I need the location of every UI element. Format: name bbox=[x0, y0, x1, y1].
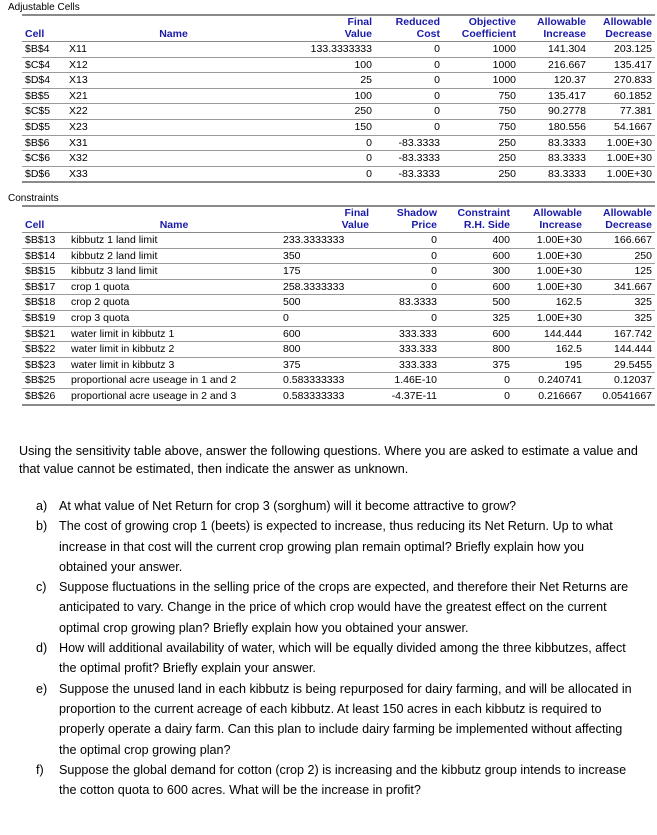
allowable-increase: 141.304 bbox=[519, 42, 589, 58]
question-item bbox=[36, 638, 633, 679]
final-value: 100 bbox=[281, 57, 375, 73]
allowable-decrease: 60.1852 bbox=[589, 88, 655, 104]
allowable-increase: 162.5 bbox=[513, 342, 585, 358]
table-row bbox=[22, 279, 655, 295]
final-value: 100 bbox=[281, 88, 375, 104]
header-final-value-line1: Final bbox=[344, 207, 369, 219]
header-final-value-line2: Value bbox=[280, 219, 372, 233]
constraint-rhs: 0 bbox=[504, 389, 510, 402]
shadow-price: 333.333 bbox=[372, 342, 440, 358]
question-text: Suppose fluctuations in the selling price of the crops are expected, and therefore their Net Returns are anticipated to vary. Change in the price of which crop would have the greatest effect on the current optimal crop growing plan? Briefly explain how you obtained your answer. bbox=[59, 580, 629, 635]
question-list bbox=[0, 496, 657, 800]
allowable-increase: 0.240741 bbox=[513, 373, 585, 389]
table-row bbox=[22, 151, 655, 167]
cell-reference: $B$5 bbox=[22, 88, 66, 104]
header-name: Name bbox=[68, 219, 280, 233]
final-value: 600 bbox=[280, 326, 372, 342]
allowable-increase: 1.00E+30 bbox=[513, 264, 585, 280]
allowable-decrease: 1.00E+30 bbox=[589, 151, 655, 167]
reduced-cost: -83.3333 bbox=[375, 135, 443, 151]
question-text: At what value of Net Return for crop 3 (sorghum) will it become attractive to grow? bbox=[59, 499, 517, 513]
final-value: 0.583333333 bbox=[280, 373, 372, 389]
constraint-name: crop 3 quota bbox=[68, 310, 280, 326]
cell-reference: $B$26 bbox=[25, 389, 56, 402]
header-shadow-price-line1: Shadow bbox=[396, 207, 437, 219]
variable-name: X31 bbox=[66, 135, 281, 151]
cell-reference: $B$22 bbox=[22, 342, 68, 358]
question-marker: b) bbox=[36, 519, 48, 534]
constraint-name: proportional acre useage in 2 and 3 bbox=[71, 389, 237, 402]
allowable-increase: 83.3333 bbox=[519, 135, 589, 151]
constraint-name: water limit in kibbutz 1 bbox=[68, 326, 280, 342]
allowable-increase: 1.00E+30 bbox=[513, 310, 585, 326]
reduced-cost: 0 bbox=[375, 119, 443, 135]
header-rhs-line2: R.H. Side bbox=[440, 219, 513, 233]
objective-coefficient: 1000 bbox=[443, 42, 519, 58]
table-row bbox=[22, 310, 655, 326]
constraint-name: kibbutz 2 land limit bbox=[68, 248, 280, 264]
table-row bbox=[22, 119, 655, 135]
allowable-increase: 135.417 bbox=[519, 88, 589, 104]
header-cell: Cell bbox=[22, 28, 66, 42]
constraints-table-header bbox=[22, 206, 655, 233]
constraint-rhs: 800 bbox=[440, 342, 513, 358]
shadow-price: 1.46E-10 bbox=[372, 373, 440, 389]
final-value: 0 bbox=[281, 135, 375, 151]
reduced-cost: -83.3333 bbox=[375, 151, 443, 167]
constraint-name: water limit in kibbutz 3 bbox=[68, 357, 280, 373]
table-row bbox=[22, 357, 655, 373]
objective-coefficient: 750 bbox=[443, 104, 519, 120]
header-shadow-price-line2: Price bbox=[372, 219, 440, 233]
allowable-decrease: 0.0541667 bbox=[602, 389, 652, 402]
header-allowable-decrease-line1: Allowable bbox=[602, 207, 652, 219]
reduced-cost: 0 bbox=[375, 73, 443, 89]
objective-coefficient: 250 bbox=[443, 135, 519, 151]
cell-reference: $C$4 bbox=[22, 57, 66, 73]
cell-reference: $D$4 bbox=[22, 73, 66, 89]
constraint-name: crop 1 quota bbox=[68, 279, 280, 295]
variable-name: X12 bbox=[66, 57, 281, 73]
constraints-table-footer bbox=[22, 405, 655, 406]
header-reduced-cost-line1: Reduced bbox=[395, 16, 440, 28]
constraint-rhs: 400 bbox=[440, 233, 513, 249]
question-marker: f) bbox=[36, 762, 44, 777]
question-item bbox=[36, 577, 633, 638]
allowable-decrease: 125 bbox=[585, 264, 655, 280]
table-bottom-rule bbox=[22, 182, 655, 183]
adjustable-cells-table-header bbox=[22, 15, 655, 42]
question-item bbox=[36, 516, 633, 577]
final-value: 150 bbox=[281, 119, 375, 135]
cell-reference: $C$5 bbox=[22, 104, 66, 120]
final-value: 800 bbox=[280, 342, 372, 358]
table-row bbox=[22, 233, 655, 249]
final-value: 375 bbox=[280, 357, 372, 373]
header-name: Name bbox=[66, 28, 281, 42]
allowable-increase: 162.5 bbox=[513, 295, 585, 311]
shadow-price: 0 bbox=[372, 310, 440, 326]
final-value: 0 bbox=[281, 151, 375, 167]
cell-reference: $B$17 bbox=[22, 279, 68, 295]
allowable-increase: 83.3333 bbox=[548, 167, 586, 180]
table-row bbox=[22, 166, 655, 182]
cell-reference: $B$15 bbox=[22, 264, 68, 280]
table-row bbox=[22, 73, 655, 89]
question-text: Suppose the global demand for cotton (crop 2) is increasing and the kibbutz group intends to increase the cotton quota to 600 acres. What will be the increase in profit? bbox=[59, 762, 627, 798]
question-item bbox=[36, 760, 633, 801]
constraint-rhs: 500 bbox=[440, 295, 513, 311]
final-value: 258.3333333 bbox=[280, 279, 372, 295]
cell-reference: $B$23 bbox=[22, 357, 68, 373]
variable-name: X21 bbox=[66, 88, 281, 104]
allowable-decrease: 341.667 bbox=[585, 279, 655, 295]
header-cell: Cell bbox=[22, 219, 68, 233]
cell-reference: $B$25 bbox=[22, 373, 68, 389]
table-row bbox=[22, 104, 655, 120]
allowable-decrease: 1.00E+30 bbox=[589, 135, 655, 151]
objective-coefficient: 1000 bbox=[443, 73, 519, 89]
constraint-rhs: 600 bbox=[440, 248, 513, 264]
question-marker: d) bbox=[36, 641, 48, 656]
header-final-value-line2: Value bbox=[281, 28, 375, 42]
cell-reference: $B$19 bbox=[22, 310, 68, 326]
header-cell-blank-2 bbox=[22, 207, 68, 219]
reduced-cost: 0 bbox=[375, 57, 443, 73]
variable-name: X33 bbox=[69, 167, 88, 180]
header-row-line1 bbox=[22, 207, 655, 219]
shadow-price: 0 bbox=[372, 264, 440, 280]
table-row bbox=[22, 57, 655, 73]
shadow-price: 0 bbox=[372, 233, 440, 249]
final-value: 350 bbox=[280, 248, 372, 264]
header-final-value-line1: Final bbox=[347, 16, 372, 28]
allowable-decrease: 0.12037 bbox=[585, 373, 655, 389]
table-row bbox=[22, 342, 655, 358]
allowable-decrease: 29.5455 bbox=[585, 357, 655, 373]
header-objective-coefficient-line2: Coefficient bbox=[443, 28, 519, 42]
objective-coefficient: 1000 bbox=[443, 57, 519, 73]
final-value: 233.3333333 bbox=[280, 233, 372, 249]
allowable-decrease: 250 bbox=[585, 248, 655, 264]
question-marker: a) bbox=[36, 499, 48, 513]
table-row bbox=[22, 295, 655, 311]
final-value: 133.3333333 bbox=[281, 42, 375, 58]
shadow-price: 333.333 bbox=[372, 357, 440, 373]
table-bottom-rule bbox=[22, 405, 655, 406]
adjustable-cells-section bbox=[0, 2, 657, 183]
question-marker: c) bbox=[36, 580, 47, 595]
header-allowable-increase-line1: Allowable bbox=[536, 16, 586, 28]
reduced-cost: 0 bbox=[375, 42, 443, 58]
objective-coefficient: 250 bbox=[443, 151, 519, 167]
shadow-price: -4.37E-11 bbox=[391, 389, 437, 402]
allowable-increase: 83.3333 bbox=[519, 151, 589, 167]
header-row-line2 bbox=[22, 28, 655, 42]
cell-reference: $D$5 bbox=[22, 119, 66, 135]
question-text: The cost of growing crop 1 (beets) is expected to increase, thus reducing its Net Return. Up to what increase in that cost will the current crop growing plan remain optimal? Briefly explain how you obtained your answer. bbox=[59, 519, 613, 574]
question-item bbox=[36, 496, 633, 516]
header-allowable-decrease-line2: Decrease bbox=[585, 219, 655, 233]
table-row bbox=[22, 88, 655, 104]
reduced-cost: -83.3333 bbox=[398, 167, 440, 180]
allowable-increase: 1.00E+30 bbox=[513, 279, 585, 295]
constraint-rhs: 325 bbox=[440, 310, 513, 326]
constraint-rhs: 0 bbox=[440, 373, 513, 389]
allowable-decrease: 167.742 bbox=[585, 326, 655, 342]
header-row-line1 bbox=[22, 16, 655, 28]
objective-coefficient: 750 bbox=[443, 119, 519, 135]
allowable-increase: 90.2778 bbox=[519, 104, 589, 120]
allowable-decrease: 203.125 bbox=[589, 42, 655, 58]
allowable-increase: 1.00E+30 bbox=[513, 233, 585, 249]
constraint-rhs: 600 bbox=[440, 279, 513, 295]
header-reduced-cost-line2: Cost bbox=[375, 28, 443, 42]
allowable-decrease: 77.381 bbox=[589, 104, 655, 120]
question-text: Suppose the unused land in each kibbutz is being repurposed for dairy farming, and will be allocated in proportion to the current acreage of each kibbutz. At least 150 acres in each kibbutz is required to properly operate a dairy farm. Can this plan to include dairy farming be implemented without affecting the optimal crop growing plan? bbox=[59, 681, 632, 757]
header-allowable-increase-line2: Increase bbox=[519, 28, 589, 42]
cell-reference: $D$6 bbox=[25, 167, 51, 180]
final-value: 500 bbox=[280, 295, 372, 311]
final-value: 175 bbox=[280, 264, 372, 280]
cell-reference: $B$18 bbox=[22, 295, 68, 311]
constraint-name: water limit in kibbutz 2 bbox=[68, 342, 280, 358]
allowable-decrease: 144.444 bbox=[585, 342, 655, 358]
constraints-table bbox=[22, 205, 655, 406]
allowable-decrease: 325 bbox=[585, 310, 655, 326]
variable-name: X13 bbox=[66, 73, 281, 89]
allowable-increase: 195 bbox=[513, 357, 585, 373]
cell-reference: $C$6 bbox=[22, 151, 66, 167]
objective-coefficient: 250 bbox=[498, 167, 516, 180]
cell-reference: $B$14 bbox=[22, 248, 68, 264]
allowable-decrease: 54.1667 bbox=[589, 119, 655, 135]
constraint-name: crop 2 quota bbox=[68, 295, 280, 311]
constraint-name: kibbutz 1 land limit bbox=[68, 233, 280, 249]
allowable-decrease: 325 bbox=[585, 295, 655, 311]
header-allowable-decrease-line1: Allowable bbox=[602, 16, 652, 28]
cell-reference: $B$13 bbox=[22, 233, 68, 249]
variable-name: X11 bbox=[66, 42, 281, 58]
cell-reference: $B$6 bbox=[22, 135, 66, 151]
header-rhs-line1: Constraint bbox=[457, 207, 510, 219]
variable-name: X23 bbox=[66, 119, 281, 135]
question-marker: e) bbox=[36, 681, 48, 696]
header-allowable-decrease-line2: Decrease bbox=[589, 28, 655, 42]
table-row bbox=[22, 326, 655, 342]
constraint-name: proportional acre useage in 1 and 2 bbox=[68, 373, 280, 389]
allowable-decrease: 135.417 bbox=[589, 57, 655, 73]
allowable-increase: 120.37 bbox=[519, 73, 589, 89]
question-text: How will additional availability of water, which will be equally divided among the three kibbutzes, affect the optimal profit? Briefly explain your answer. bbox=[59, 641, 626, 676]
constraints-label: Constraints bbox=[8, 193, 59, 204]
constraint-rhs: 300 bbox=[440, 264, 513, 280]
allowable-increase: 180.556 bbox=[519, 119, 589, 135]
constraint-rhs: 600 bbox=[440, 326, 513, 342]
reduced-cost: 0 bbox=[375, 88, 443, 104]
table-row bbox=[22, 388, 655, 404]
adjustable-cells-table-body bbox=[22, 42, 655, 183]
shadow-price: 83.3333 bbox=[372, 295, 440, 311]
objective-coefficient: 750 bbox=[443, 88, 519, 104]
final-value: 0.583333333 bbox=[283, 389, 345, 402]
table-row bbox=[22, 248, 655, 264]
header-row-line2 bbox=[22, 219, 655, 233]
shadow-price: 0 bbox=[372, 248, 440, 264]
header-name-blank-1 bbox=[66, 16, 281, 28]
variable-name: X22 bbox=[66, 104, 281, 120]
instructions-paragraph: Using the sensitivity table above, answer the following questions. Where you are asked to estimate a value and that value cannot be estimated, then indicate the answer as unknown. bbox=[19, 444, 638, 476]
table-row bbox=[22, 42, 655, 58]
allowable-increase: 144.444 bbox=[513, 326, 585, 342]
variable-name: X32 bbox=[66, 151, 281, 167]
shadow-price: 333.333 bbox=[372, 326, 440, 342]
cell-reference: $B$4 bbox=[22, 42, 66, 58]
adjustable-cells-label: Adjustable Cells bbox=[8, 2, 80, 13]
adjustable-cells-table-footer bbox=[22, 182, 655, 183]
header-objective-coefficient-line1: Objective bbox=[468, 16, 516, 28]
questions-section bbox=[0, 443, 657, 800]
final-value: 0 bbox=[280, 310, 372, 326]
final-value: 25 bbox=[281, 73, 375, 89]
cell-reference: $B$21 bbox=[22, 326, 68, 342]
constraint-rhs: 375 bbox=[440, 357, 513, 373]
constraints-table-body bbox=[22, 233, 655, 405]
constraints-section bbox=[0, 193, 657, 406]
table-row bbox=[22, 135, 655, 151]
allowable-decrease: 166.667 bbox=[585, 233, 655, 249]
reduced-cost: 0 bbox=[375, 104, 443, 120]
allowable-increase: 216.667 bbox=[519, 57, 589, 73]
allowable-decrease: 1.00E+30 bbox=[606, 167, 652, 180]
table-row bbox=[22, 264, 655, 280]
table-row bbox=[22, 373, 655, 389]
final-value: 0 bbox=[366, 167, 372, 180]
allowable-decrease: 270.833 bbox=[589, 73, 655, 89]
header-allowable-increase-line1: Allowable bbox=[532, 207, 582, 219]
shadow-price: 0 bbox=[372, 279, 440, 295]
final-value: 250 bbox=[281, 104, 375, 120]
question-item bbox=[36, 679, 633, 760]
adjustable-cells-table bbox=[22, 14, 655, 183]
header-name-blank-2 bbox=[68, 207, 280, 219]
constraint-name: kibbutz 3 land limit bbox=[68, 264, 280, 280]
header-allowable-increase-line2: Increase bbox=[513, 219, 585, 233]
allowable-increase: 1.00E+30 bbox=[513, 248, 585, 264]
allowable-increase: 0.216667 bbox=[538, 389, 582, 402]
header-cell-blank-1 bbox=[22, 16, 66, 28]
